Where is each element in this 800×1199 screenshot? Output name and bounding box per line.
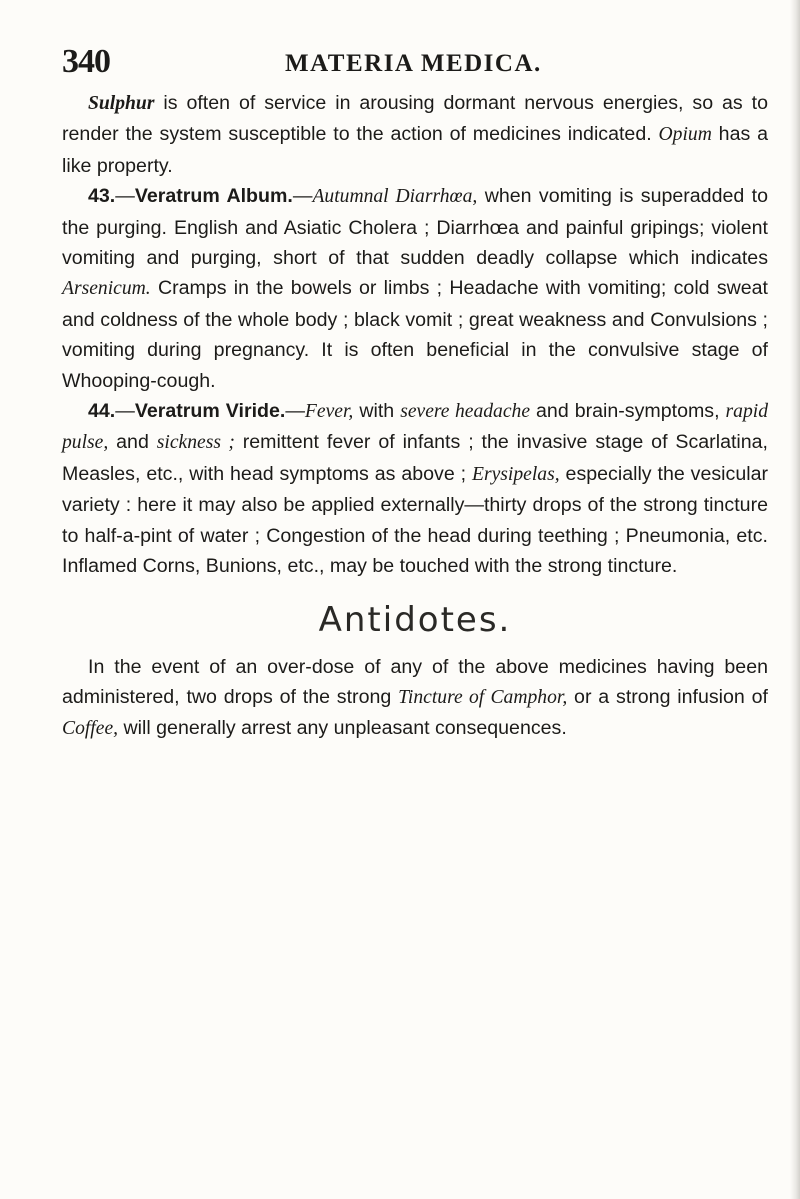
text-segment: and — [108, 431, 157, 454]
running-head: MATERIA MEDICA. — [285, 50, 542, 77]
text-segment: especially the vesicular variety : here it may also be applied externally—thirty drops of the strong tincture to half-a-pint of water ; Congestion of the head during teething ; Pneumonia, etc. Inflamed Corns, Bunions, etc., may be touched with the strong tincture. — [62, 462, 768, 578]
remedy-name: Veratrum Viride. — [134, 400, 286, 423]
paragraph-sulphur — [62, 88, 768, 181]
text-segment: will generally arrest any unpleasant consequences. — [118, 717, 567, 740]
paragraph-entry-44 — [62, 396, 768, 581]
remedy-name: Veratrum Album. — [134, 185, 293, 208]
text-segment: or a strong infusion of — [567, 685, 768, 708]
text-segment: remittent fever of infants ; the invasive stage of Scarlatina, Measles, etc., with head symptoms as above ; — [62, 431, 768, 485]
text-segment: when vomiting is superadded to the purging. English and Asiatic Cholera ; Diarrhœa and painful gripings; violent vomiting and purging, short of that sudden deadly collapse which indicates — [62, 185, 768, 270]
text-segment: with — [353, 400, 401, 423]
text-segment: In the event of an over-dose of any of the above medicines having been administered, two drops of the strong — [62, 655, 768, 708]
entry-number: 43. — [88, 185, 116, 208]
italic-coffee: Coffee, — [62, 718, 119, 740]
dash: — — [115, 185, 135, 208]
text-segment: and brain-symptoms, — [530, 400, 726, 423]
text-segment: is often of service in arousing dormant nervous energies, so as to render the system susceptible to the action of medicines indicated. — [62, 92, 768, 146]
page-edge-shadow — [790, 0, 800, 1199]
paragraph-antidotes — [62, 652, 768, 745]
body-text — [62, 88, 768, 745]
page-header — [62, 40, 752, 80]
paragraph-entry-43 — [62, 181, 768, 396]
term-sulphur: Sulphur — [88, 93, 155, 114]
dash: — — [285, 400, 305, 423]
text-segment: Cramps in the bowels or limbs ; Headache with vomiting; cold sweat and coldness of the whole body ; black vomit ; great weakness and Convulsions ; vomiting during pregnancy. It is often beneficial in the convulsive stage of Whooping-cough. — [62, 277, 768, 392]
italic-headache: severe headache — [400, 401, 531, 423]
term-opium: Opium — [658, 124, 712, 146]
italic-pulse: rapid pulse, — [62, 401, 768, 454]
italic-subject: Autumnal Diarrhœa, — [312, 186, 478, 208]
entry-number: 44. — [88, 400, 116, 423]
section-heading-antidotes: Antidotes. — [318, 599, 512, 640]
text-segment: has a like property. — [62, 123, 768, 177]
term-arsenicum: Arsenicum. — [62, 278, 151, 300]
italic-erysipelas: Erysipelas, — [472, 463, 560, 485]
italic-sickness: sickness ; — [156, 432, 235, 454]
italic-fever: Fever, — [304, 401, 354, 423]
dash: — — [115, 400, 135, 423]
italic-tincture-camphor: Tincture of Camphor, — [398, 686, 568, 708]
dash: — — [292, 185, 313, 208]
page-number: 340 — [62, 43, 110, 80]
